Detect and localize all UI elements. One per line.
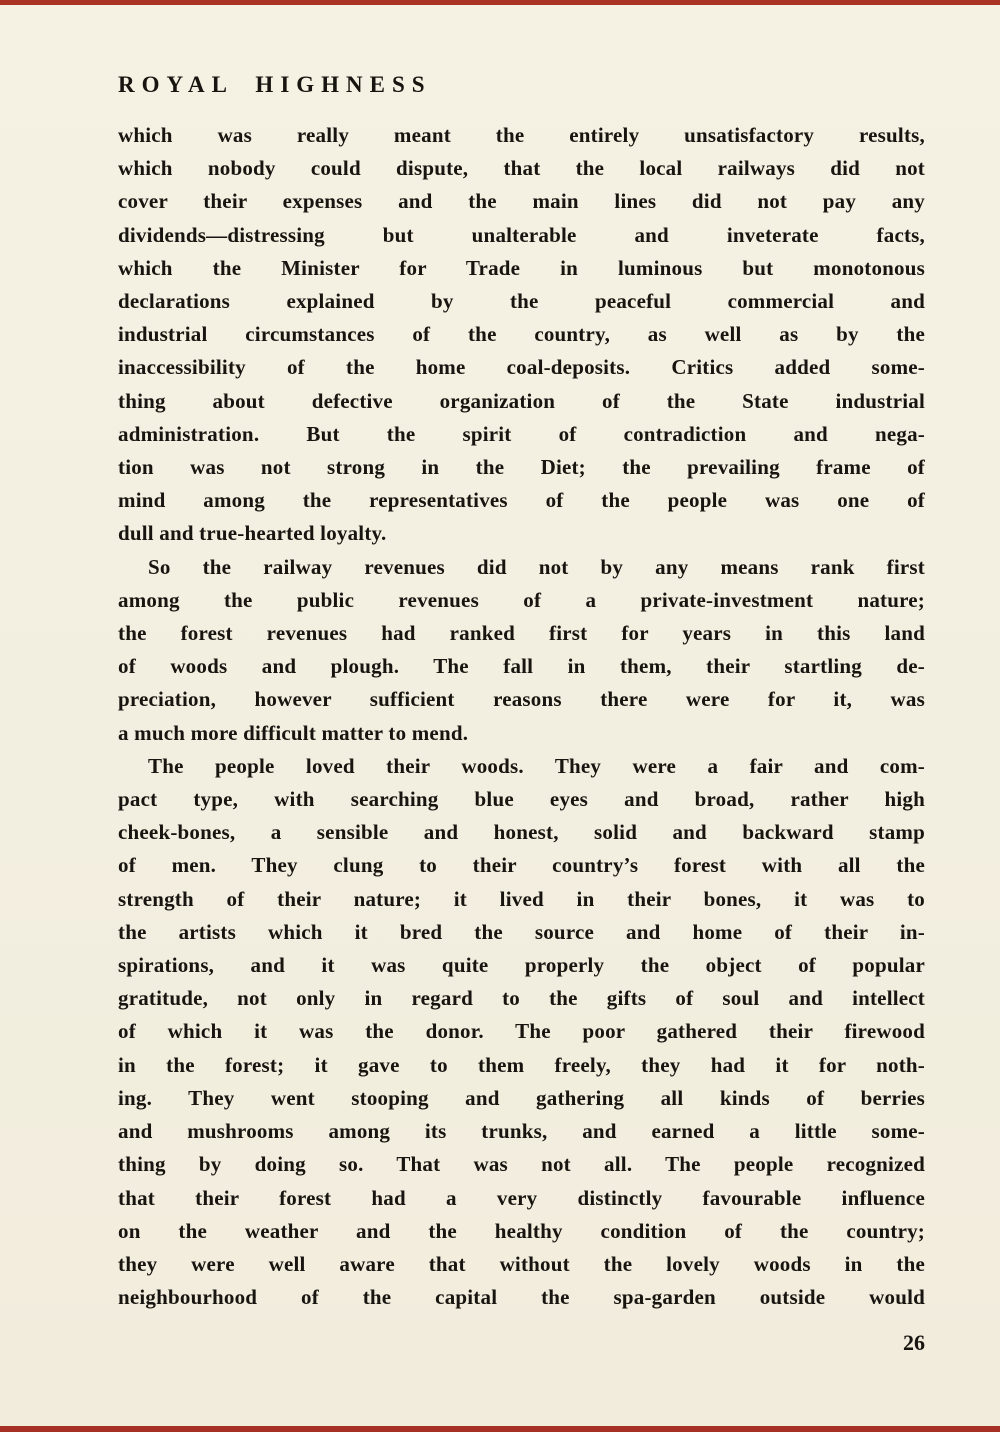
text-line: industrial circumstances of the country, as well as by the — [118, 322, 925, 347]
text-line: which the Minister for Trade in luminous but monotonous — [118, 255, 925, 280]
text-line: dull and true-hearted loyalty. — [118, 521, 387, 546]
text-line: of which it was the donor. The poor gathered their firewood — [118, 1019, 925, 1044]
text-line: tion was not strong in the Diet; the prevailing frame of — [118, 455, 925, 480]
text-line: preciation, however sufficient reasons there were for it, was — [118, 687, 925, 712]
paragraph — [118, 750, 925, 1314]
text-line: the artists which it bred the source and home of their in- — [118, 919, 925, 944]
text-line: they were well aware that without the lovely woods in the — [118, 1251, 925, 1276]
text-line: ing. They went stooping and gathering all kinds of berries — [118, 1085, 925, 1110]
text-line: thing about defective organization of the State industrial — [118, 388, 925, 413]
text-line: administration. But the spirit of contradiction and nega- — [118, 421, 925, 446]
scan-edge-top — [0, 0, 1000, 5]
text-line: among the public revenues of a private-investment nature; — [118, 587, 925, 612]
text-line: in the forest; it gave to them freely, they had it for noth- — [118, 1052, 925, 1077]
text-line: the forest revenues had ranked first for years in this land — [118, 621, 925, 646]
text-line: which was really meant the entirely unsatisfactory results, — [118, 123, 925, 147]
scan-edge-bottom — [0, 1426, 1000, 1432]
text-line: mind among the representatives of the people was one of — [118, 488, 925, 513]
text-line: strength of their nature; it lived in their bones, it was to — [118, 886, 925, 911]
text-line: inaccessibility of the home coal-deposits. Critics added some- — [118, 355, 925, 380]
text-line: and mushrooms among its trunks, and earned a little some- — [118, 1119, 925, 1144]
text-line: neighbourhood of the capital the spa-garden outside would — [118, 1285, 925, 1310]
text-line: of woods and plough. The fall in them, their startling de- — [118, 654, 925, 679]
text-line: gratitude, not only in regard to the gifts of soul and intellect — [118, 986, 925, 1011]
paragraph — [118, 119, 925, 551]
page-number: 26 — [903, 1330, 925, 1355]
running-header: ROYAL HIGHNESS — [118, 72, 432, 97]
text-line: of men. They clung to their country’s forest with all the — [118, 853, 925, 878]
text-line: that their forest had a very distinctly favourable influence — [118, 1185, 925, 1210]
text-line: pact type, with searching blue eyes and broad, rather high — [118, 787, 925, 812]
text-line: spirations, and it was quite properly the object of popular — [118, 953, 925, 978]
text-line: cheek-bones, a sensible and honest, solid and backward stamp — [118, 820, 925, 845]
text-line: The people loved their woods. They were a fair and com- — [148, 753, 925, 778]
page-body — [118, 119, 925, 1314]
text-line: dividends—distressing but unalterable and inveterate facts, — [118, 222, 925, 247]
text-line: a much more difficult matter to mend. — [118, 720, 469, 745]
paragraph — [118, 551, 925, 750]
text-line: So the railway revenues did not by any means rank first — [148, 554, 925, 579]
text-line: declarations explained by the peaceful commercial and — [118, 289, 925, 314]
text-line: thing by doing so. That was not all. The people recognized — [118, 1152, 925, 1177]
text-line: on the weather and the healthy condition of the country; — [118, 1218, 925, 1243]
text-line: which nobody could dispute, that the local railways did not — [118, 156, 925, 181]
text-line: cover their expenses and the main lines did not pay any — [118, 189, 925, 214]
